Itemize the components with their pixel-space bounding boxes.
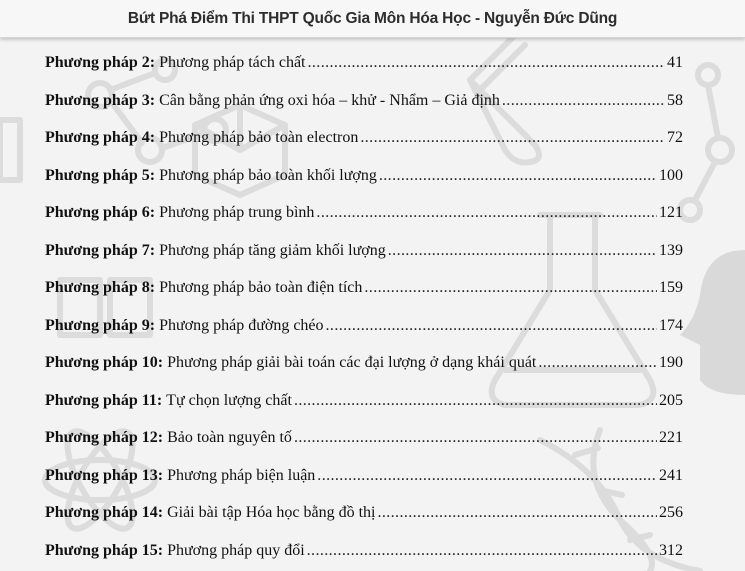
toc-page-number: 159 xyxy=(659,279,683,296)
toc-entry-title: Phương pháp bảo toàn điện tích xyxy=(159,279,363,296)
toc-page-number: 174 xyxy=(659,316,683,334)
toc-dot-leader xyxy=(308,53,666,73)
toc-entry-title: Phương pháp biện luận xyxy=(167,466,316,484)
toc-entry-title: Phương pháp bảo toàn khối lượng xyxy=(159,166,377,184)
toc-entry[interactable] xyxy=(45,391,683,411)
toc-page-number: 100 xyxy=(659,166,683,184)
toc-page-number: 241 xyxy=(659,466,683,484)
toc-page-number: 190 xyxy=(659,354,683,371)
toc-dot-leader xyxy=(294,428,657,448)
toc-page-number: 256 xyxy=(659,504,683,521)
toc-entry-label: Phương pháp 11: xyxy=(45,391,163,409)
toc-entry-label: Phương pháp 3: xyxy=(45,91,156,109)
toc-entry-label: Phương pháp 7: xyxy=(45,241,156,259)
toc-dot-leader xyxy=(379,166,657,186)
toc-page-number: 221 xyxy=(659,429,683,446)
toc-entry[interactable] xyxy=(45,166,683,186)
toc-dot-leader xyxy=(316,203,657,223)
toc-entry[interactable] xyxy=(45,53,683,73)
toc-entry-title: Giải bài tập Hóa học bằng đồ thị xyxy=(167,504,376,521)
page-header xyxy=(0,0,745,38)
toc-page-number: 139 xyxy=(659,241,683,259)
toc-entry[interactable] xyxy=(45,353,683,373)
toc-entry-label: Phương pháp 14: xyxy=(45,504,164,521)
toc-dot-leader xyxy=(360,128,665,148)
toc-entry[interactable] xyxy=(45,541,683,561)
toc-entry[interactable] xyxy=(45,503,683,523)
toc-page-number: 205 xyxy=(659,391,683,409)
toc-entry-label: Phương pháp 6: xyxy=(45,204,156,221)
toc-entry[interactable] xyxy=(45,203,683,223)
toc-page-number: 41 xyxy=(667,54,683,71)
toc-entry[interactable] xyxy=(45,466,683,486)
toc-entry-label: Phương pháp 2: xyxy=(45,54,156,71)
toc-entry[interactable] xyxy=(45,278,683,298)
toc-dot-leader xyxy=(294,391,657,411)
toc-page-number: 72 xyxy=(667,129,683,146)
toc-entry-label: Phương pháp 15: xyxy=(45,541,164,559)
toc-entry-label: Phương pháp 8: xyxy=(45,279,156,296)
toc-page-number: 121 xyxy=(659,204,683,221)
toc-entry[interactable] xyxy=(45,428,683,448)
toc-entry-title: Cân bằng phản ứng oxi hóa – khử - Nhẩm – Giả định xyxy=(159,91,500,109)
toc-dot-leader xyxy=(388,241,657,261)
toc-entry-title: Phương pháp tách chất xyxy=(159,54,306,71)
toc-entry-title: Phương pháp trung bình xyxy=(159,204,315,221)
toc-dot-leader xyxy=(307,541,657,561)
toc-entry-label: Phương pháp 4: xyxy=(45,129,156,146)
toc-entry[interactable] xyxy=(45,316,683,336)
toc-dot-leader xyxy=(502,91,665,111)
toc-entry-title: Phương pháp quy đổi xyxy=(167,541,305,559)
toc-entry-title: Phương pháp đường chéo xyxy=(159,316,324,334)
toc-dot-leader xyxy=(377,503,657,523)
toc-entry-title: Phương pháp giải bài toán các đại lượng ở dạng khái quát xyxy=(167,354,537,371)
toc-entry[interactable] xyxy=(45,241,683,261)
toc-page-number: 58 xyxy=(667,91,683,109)
toc-dot-leader xyxy=(538,353,657,373)
toc-page-number: 312 xyxy=(659,541,683,559)
toc-entry-label: Phương pháp 10: xyxy=(45,354,164,371)
page-title: Bứt Phá Điểm Thi THPT Quốc Gia Môn Hóa Học - Nguyễn Đức Dũng xyxy=(127,9,618,27)
toc-dot-leader xyxy=(364,278,657,298)
toc-entry-label: Phương pháp 9: xyxy=(45,316,156,334)
toc-dot-leader xyxy=(326,316,657,336)
toc-dot-leader xyxy=(317,466,657,486)
toc-entry-label: Phương pháp 12: xyxy=(45,429,164,446)
toc-entry-title: Phương pháp bảo toàn electron xyxy=(159,129,359,146)
toc-entry-title: Phương pháp tăng giảm khối lượng xyxy=(159,241,386,259)
toc-entry[interactable] xyxy=(45,91,683,111)
toc-entry-label: Phương pháp 13: xyxy=(45,466,164,484)
toc-entry-label: Phương pháp 5: xyxy=(45,166,156,184)
toc-entry-title: Bảo toàn nguyên tố xyxy=(167,429,292,446)
toc-entry-title: Tự chọn lượng chất xyxy=(166,391,292,409)
toc-entry[interactable] xyxy=(45,128,683,148)
